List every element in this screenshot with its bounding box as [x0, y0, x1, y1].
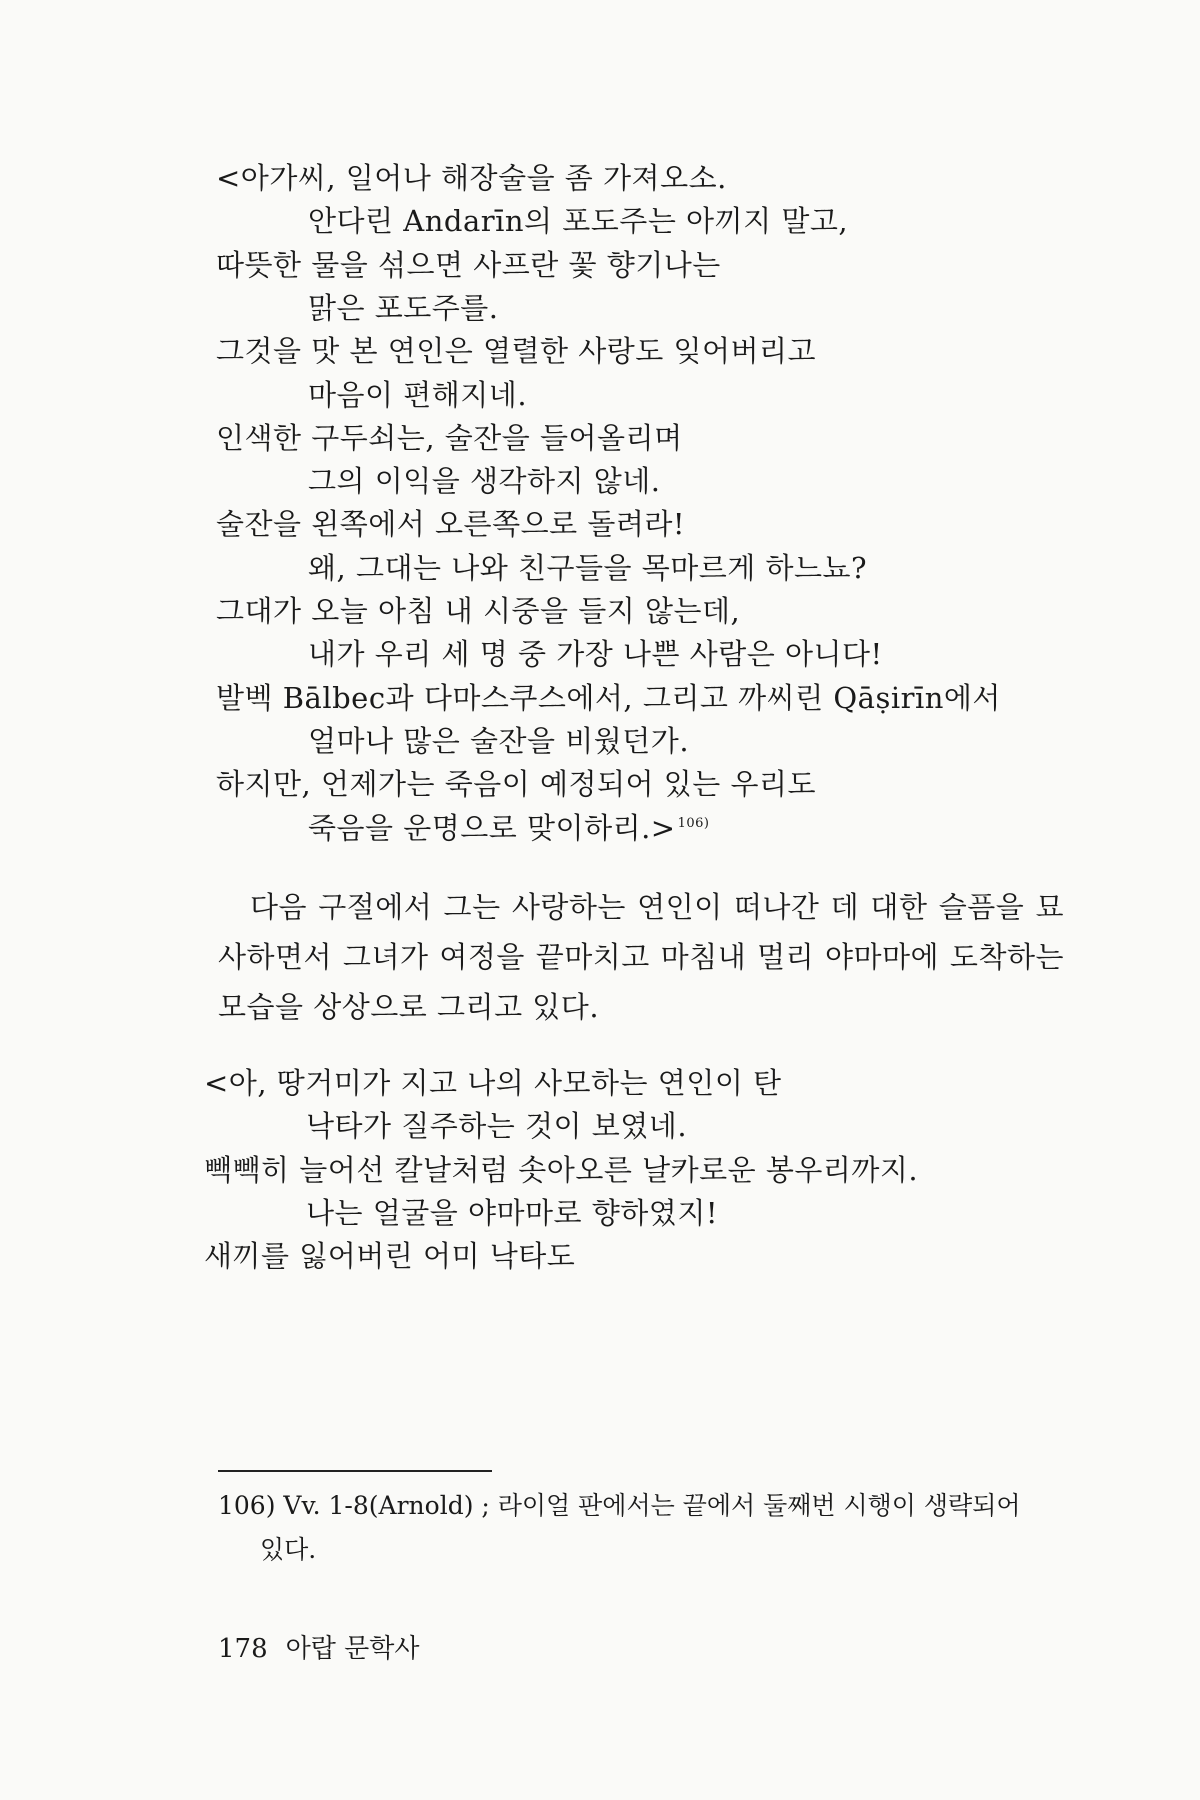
- poem-line-text: 죽음을 운명으로 맞이하리.>: [308, 810, 676, 845]
- footnote: [218, 1484, 1064, 1572]
- poem-line-text: 빽빽히 늘어선 칼날처럼 솟아오른 날카로운 봉우리까지.: [204, 1152, 919, 1187]
- poem-line-text: 얼마나 많은 술잔을 비웠던가.: [308, 723, 690, 758]
- footnote-line-1: 106) Vv. 1-8(Arnold) ; 라이얼 판에서는 끝에서 둘째번 시행이 생략되어: [218, 1491, 1021, 1520]
- footnote-line-2: 있다.: [260, 1535, 317, 1564]
- poem-line: [216, 247, 721, 283]
- poem-line-text: <아가씨, 일어나 해장술을 좀 가져오소.: [216, 161, 727, 195]
- page-number: 178: [218, 1634, 268, 1664]
- poem-line: [308, 377, 527, 413]
- poem-line-text: 그대가 오늘 아침 내 시중을 들지 않는데,: [216, 594, 741, 628]
- poem-line: [308, 290, 499, 326]
- poem-line-text: 마음이 편해지네.: [308, 377, 528, 412]
- poem-line-text: 맑은 포도주를.: [308, 290, 499, 325]
- poem-line-text: 왜, 그대는 나와 친구들을 목마르게 하느뇨?: [308, 550, 868, 585]
- poem-line: [308, 203, 848, 239]
- poem-line: [308, 636, 883, 672]
- poem-line-text: 그의 이익을 생각하지 않네.: [308, 464, 661, 499]
- poem-line-text: 하지만, 언제가는 죽음이 예정되어 있는 우리도: [216, 767, 817, 802]
- poem-line-text: 따뜻한 물을 섞으면 사프란 꽃 향기나는: [216, 247, 721, 282]
- poem-line: [308, 463, 661, 499]
- poem-line: [216, 160, 727, 196]
- poem-line-text: 그것을 맛 본 연인은 열렬한 사랑도 잊어버리고: [216, 334, 817, 369]
- poem-line-text: 발벡 Bālbec과 다마스쿠스에서, 그리고 까씨린 Qāṣirīn에서: [216, 680, 1001, 715]
- poem-line: [306, 1108, 687, 1144]
- poem-line-text: <아, 땅거미가 지고 나의 사모하는 연인이 탄: [204, 1066, 782, 1100]
- poem-line: [306, 1195, 718, 1231]
- poem-line-text: 술잔을 왼쪽에서 오른쪽으로 돌려라!: [216, 507, 686, 542]
- poem-line-text: 안다린 Andarīn의 포도주는 아끼지 말고,: [308, 204, 849, 239]
- book-title: 아랍 문학사: [285, 1634, 420, 1664]
- poem-line: [216, 506, 685, 542]
- poem-line: [216, 420, 683, 456]
- poem-line-text: 나는 얼굴을 야마마로 향하였지!: [306, 1195, 718, 1230]
- poem-line: [204, 1238, 575, 1274]
- poem-line: [216, 593, 740, 629]
- poem-line: [308, 723, 689, 759]
- prose-text: 다음 구절에서 그는 사랑하는 연인이 떠나간 데 대한 슬픔을 묘사하면서 그녀가 여정을 끝마치고 마침내 멀리 야마마에 도착하는 모습을 상상으로 그리고 있다.: [218, 890, 1064, 1024]
- poem-line: [204, 1065, 782, 1101]
- poem-line: [216, 766, 816, 802]
- poem-line: [216, 333, 816, 369]
- page-footer: [218, 1632, 420, 1666]
- footnote-divider: [218, 1470, 492, 1472]
- poem-line: [216, 680, 1001, 716]
- footnote-reference: 106): [677, 815, 710, 831]
- poem-line: [308, 810, 710, 846]
- poem-line-text: 낙타가 질주하는 것이 보였네.: [306, 1109, 688, 1144]
- poem-line: [308, 550, 867, 586]
- poem-line-text: 내가 우리 세 명 중 가장 나쁜 사람은 아니다!: [308, 637, 883, 672]
- poem-line: [204, 1152, 918, 1188]
- poem-line-text: 새끼를 잃어버린 어미 낙타도: [204, 1239, 576, 1274]
- prose-paragraph: [218, 882, 1064, 1032]
- poem-line-text: 인색한 구두쇠는, 술잔을 들어올리며: [216, 420, 683, 455]
